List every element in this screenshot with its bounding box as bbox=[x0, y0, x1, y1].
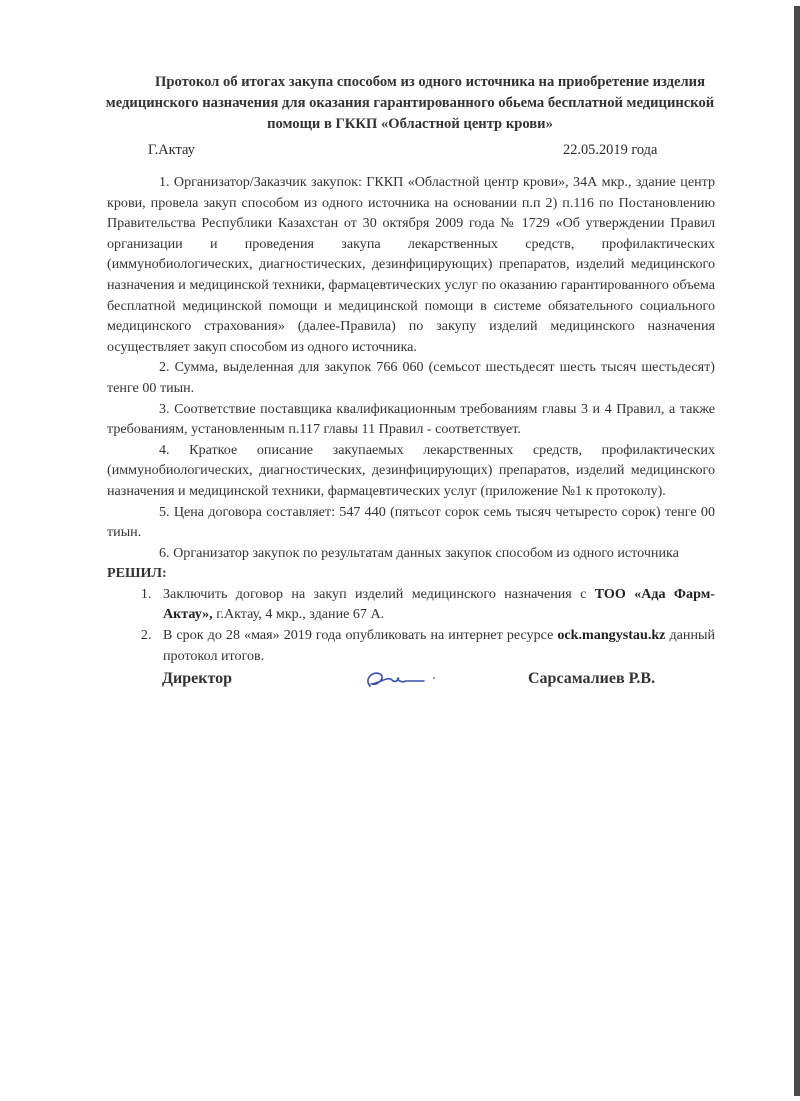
director-name: Сарсамалиев Р.В. bbox=[528, 670, 656, 687]
paragraph-1: 1. Организатор/Заказчик закупок: ГККП «Областной центр крови», 34А мкр., здание центр крови, провела закуп способом из одного источника на основании п.п 2) п.116 по Постановлению Правительства Республики Казахстан от 30 октября 2009 года № 1729 «Об утверждении Правил организации и проведения закупа лекарственных средств, профилактических (иммунобиологических, диагностических, дезинфицирующих) препаратов, изделий медицинского назначения и медицинской техники, фармацевтических услуг по оказанию гарантированного объема бесплатной медицинской помощи и медицинской помощи в системе обязательного социального медицинского страхования» (далее-Правила) по закупу изделий медицинского назначения осуществляет закуп способом из одного источника. bbox=[107, 174, 715, 355]
document-title bbox=[105, 72, 715, 135]
title-line-2: медицинского назначения для оказания гарантированного обьема бесплатной медицинской bbox=[105, 95, 715, 111]
decision-label: РЕШИЛ: bbox=[107, 565, 167, 582]
handwritten-signature bbox=[362, 666, 442, 692]
supplier-name: ТОО «Ада Фарм-Актау», bbox=[163, 585, 715, 623]
paragraph-2: 2. Сумма, выделенная для закупок 766 060 (семьсот шестьдесят шесть тысяч шестьдесят) тенге 00 тиын. bbox=[107, 359, 715, 396]
decision-text: г.Актау, 4 мкр., здание 67 А. bbox=[212, 606, 385, 623]
place: Г.Актау bbox=[148, 142, 195, 158]
decision-text: данный протокол итогов. bbox=[163, 627, 716, 664]
signature-block bbox=[162, 670, 722, 700]
scan-edge bbox=[794, 6, 800, 1096]
decision-item bbox=[155, 625, 715, 666]
director-title: Директор bbox=[162, 670, 232, 687]
paragraph-5: 5. Цена договора составляет: 547 440 (пятьсот сорок семь тысяч четыресто сорок) тенге 00 тиын. bbox=[107, 503, 715, 541]
title-line-1: Протокол об итогах закупа способом из одного источника на приобретение изделия bbox=[155, 74, 705, 90]
paragraph-6: 6. Организатор закупок по результатам данных закупок способом из одного источника bbox=[159, 544, 679, 561]
document-body bbox=[107, 172, 715, 666]
title-line-3: помощи в ГККП «Областной центр крови» bbox=[267, 116, 553, 132]
decision-text: В срок до 28 «мая» 2019 года опубликовать на интернет ресурсе bbox=[163, 627, 558, 644]
date: 22.05.2019 года bbox=[563, 142, 658, 158]
decision-list bbox=[107, 584, 715, 666]
decision-item bbox=[155, 584, 715, 625]
decision-text: Заключить договор на закуп изделий медицинского назначения с bbox=[163, 585, 595, 602]
paragraph-4: 4. Краткое описание закупаемых лекарственных средств, профилактических (иммунобиологических, диагностических, дезинфицирующих) препаратов, изделий медицинского назначения и медицинской техники, фармацевтических услуг (приложение №1 к протоколу). bbox=[107, 441, 715, 499]
paragraph-3: 3. Соответствие поставщика квалификационным требованиям главы 3 и 4 Правил, а также требованиям, установленным п.117 главы 11 Правил - соответствует. bbox=[107, 400, 715, 438]
website-link[interactable]: ock.mangystau.kz bbox=[557, 627, 666, 644]
